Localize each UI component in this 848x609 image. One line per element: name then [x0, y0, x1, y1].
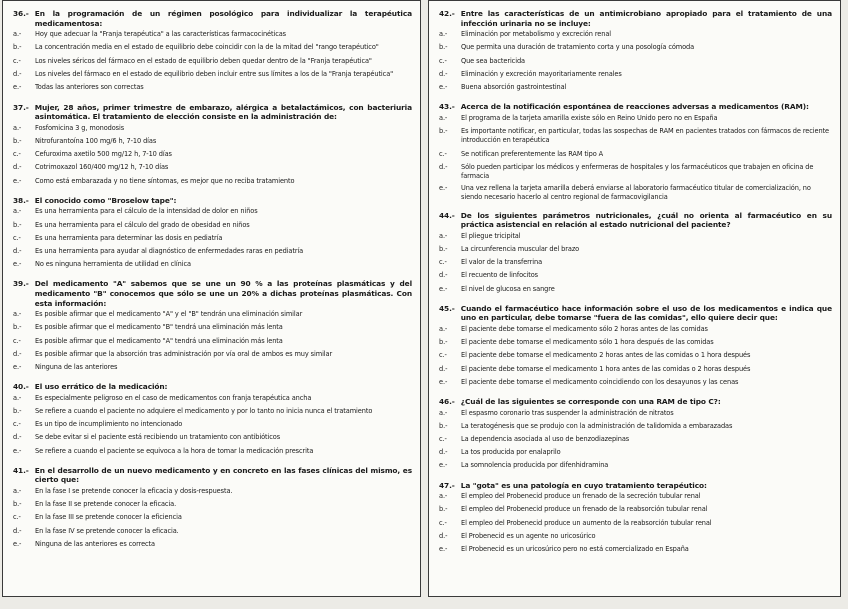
answer-option — [13, 335, 412, 348]
question-number: 42.- — [439, 9, 455, 18]
option-letter: b.- — [13, 323, 22, 332]
question-header — [439, 9, 832, 28]
answer-option — [13, 122, 412, 135]
question-text: Acerca de la notificación espontánea de reacciones adversas a medicamentos (RAM): — [460, 102, 809, 112]
question-text: En la programación de un régimen posológico para individualizar la terapéutica medicamentosa: — [34, 9, 412, 28]
question-number: 39.- — [13, 279, 29, 289]
option-letter: c.- — [13, 420, 21, 429]
option-letter: e.- — [439, 183, 448, 192]
option-text: Ninguna de las anteriores es correcta — [35, 539, 155, 548]
right-column — [428, 0, 841, 597]
option-letter: e.- — [13, 363, 22, 372]
option-letter: a.- — [439, 113, 448, 122]
question-number: 38.- — [13, 195, 29, 205]
question-number: 40.- — [13, 382, 29, 392]
question-number: 44.- — [439, 210, 455, 220]
option-letter: e.- — [439, 83, 448, 91]
answer-option — [13, 361, 412, 374]
answer-option — [439, 184, 832, 203]
answer-option — [439, 446, 832, 459]
option-text: La somnolencia producida por difenhidramina — [461, 461, 609, 470]
answer-option — [13, 43, 412, 52]
question — [439, 9, 832, 94]
option-text: El empleo del Probenecid produce un frenado de la secreción tubular renal — [461, 492, 701, 501]
question — [13, 466, 412, 551]
option-text: El paciente debe tomarse el medicamento 2 horas antes de las comidas o 1 hora después — [461, 351, 751, 360]
question-text: Del medicamento "A" sabemos que se une un 90 % a las proteínas plasmáticas y del medicamento "B" conocemos que sólo se une un 20% a dichas proteínas plasmáticas. Con esta información: — [34, 279, 412, 308]
option-text: El paciente debe tomarse el medicamento sólo 2 horas antes de las comidas — [461, 325, 708, 334]
option-letter: d.- — [13, 349, 22, 358]
option-letter: c.- — [439, 518, 447, 527]
answer-option — [439, 68, 832, 81]
option-letter: d.- — [13, 163, 22, 172]
answer-option — [439, 543, 832, 556]
option-text: El programa de la tarjeta amarilla existe sólo en Reino Unido pero no en España — [461, 113, 718, 122]
option-letter: d.- — [439, 271, 448, 280]
answer-option — [13, 135, 412, 148]
option-letter: c.- — [439, 56, 447, 65]
option-text: Es posible afirmar que el medicamento "B" tendrá una eliminación más lenta — [35, 323, 283, 332]
question-number: 36.- — [13, 9, 29, 18]
answer-option — [439, 407, 832, 420]
question — [439, 211, 832, 296]
option-text: Que sea bactericida — [461, 56, 525, 65]
answer-option — [439, 459, 832, 472]
answer-option — [13, 405, 412, 418]
question-text: De los siguientes parámetros nutricionales, ¿cuál no orienta al farmacéutico en su práctica asistencial en relación al estado nutricional del paciente? — [460, 210, 832, 230]
answer-option — [439, 420, 832, 433]
question — [439, 102, 832, 202]
option-letter: e.- — [13, 83, 22, 92]
option-text: El recuento de linfocitos — [461, 271, 539, 280]
option-text: Es posible afirmar que el medicamento "A" tendrá una eliminación más lenta — [35, 336, 283, 345]
answer-option — [13, 445, 412, 458]
option-text: Los niveles del fármaco en el estado de equilibrio deben incluir entre sus límites a los de la "Franja terapéutica" — [35, 70, 394, 78]
option-letter: d.- — [13, 247, 22, 256]
question-text: La "gota" es una patología en cuyo tratamiento terapéutico: — [460, 480, 707, 490]
answer-option — [439, 433, 832, 446]
left-column — [2, 0, 421, 597]
option-text: Ninguna de las anteriores — [35, 363, 118, 372]
option-letter: d.- — [13, 526, 22, 535]
answer-option — [439, 376, 832, 389]
option-letter: a.- — [13, 393, 22, 402]
option-letter: a.- — [439, 30, 448, 39]
option-letter: b.- — [13, 43, 22, 52]
question-header — [439, 211, 832, 230]
option-text: Cotrimoxazol 160/400 mg/12 h, 7-10 días — [35, 163, 169, 172]
option-letter: c.- — [13, 233, 21, 242]
question — [13, 279, 412, 374]
option-text: Es una herramienta para ayudar al diagnóstico de enfermedades raras en pediatría — [35, 247, 304, 256]
option-text: Se debe evitar si el paciente está recibiendo un tratamiento con antibióticos — [35, 433, 281, 442]
option-letter: c.- — [13, 150, 21, 159]
option-text: En la fase II se pretende conocer la eficacia. — [35, 500, 177, 509]
option-text: Cefuroxima axetilo 500 mg/12 h, 7-10 días — [35, 150, 172, 159]
answer-option — [439, 243, 832, 256]
option-letter: d.- — [439, 163, 448, 172]
answer-option — [439, 269, 832, 282]
question-text: El uso errático de la medicación: — [34, 382, 168, 392]
option-letter: a.- — [439, 408, 448, 417]
option-letter: a.- — [13, 123, 22, 132]
question-header — [439, 102, 832, 112]
option-letter: b.- — [13, 137, 22, 145]
option-text: Todas las anteriores son correctas — [35, 83, 144, 92]
option-text: El paciente debe tomarse el medicamento 1 hora antes de las comidas o 2 horas después — [461, 364, 751, 373]
question-header — [13, 382, 412, 392]
answer-option — [439, 363, 832, 376]
option-letter: e.- — [13, 176, 22, 185]
option-text: Se notifican preferentemente las RAM tipo A — [461, 149, 604, 158]
question-text: Cuando el farmacéutico hace información sobre el uso de los medicamentos e indica que uno en particular, debe tomarse "fuera de las comidas", ello quiere decir que: — [460, 303, 832, 323]
question-number: 47.- — [439, 480, 455, 490]
option-text: Que permita una duración de tratamiento corta y una posología cómoda — [461, 43, 695, 52]
option-letter: c.- — [439, 258, 447, 267]
question — [439, 304, 832, 389]
question-text: El conocido como "Broselow tape": — [34, 195, 177, 205]
answer-option — [13, 148, 412, 161]
option-letter: c.- — [439, 351, 447, 360]
option-letter: d.- — [13, 70, 22, 78]
option-text: El empleo del Probenecid produce un frenado de la reabsorción tubular renal — [461, 505, 708, 514]
question-header — [439, 397, 832, 407]
option-text: El espasmo coronario tras suspender la administración de nitratos — [461, 408, 674, 417]
question-header — [13, 196, 412, 206]
option-text: Es posible afirmar que el medicamento "A" y el "B" tendrán una eliminación similar — [35, 310, 303, 319]
option-letter: b.- — [439, 421, 448, 430]
answer-option — [439, 530, 832, 543]
question-header — [13, 279, 412, 308]
option-text: Fosfomicina 3 g, monodosis — [35, 123, 125, 132]
question-text: Mujer, 28 años, primer trimestre de embarazo, alérgica a betalactámicos, con bacteriuria asintomática. El tratamiento de elección consiste en la administración de: — [34, 102, 412, 122]
answer-option — [439, 503, 832, 516]
answer-option — [13, 431, 412, 444]
answer-option — [13, 498, 412, 511]
answer-option — [13, 81, 412, 94]
option-text: La teratogénesis que se produjo con la administración de talidomida a embarazadas — [461, 421, 733, 430]
option-text: Es importante notificar, en particular, todas las sospechas de RAM en pacientes tratados con fármacos de reciente introducción en terapéutica — [461, 127, 829, 145]
question-header — [13, 466, 412, 485]
option-letter: e.- — [439, 545, 448, 554]
option-text: El Probenecid es un uricosúrico pero no está comercializado en España — [461, 545, 689, 554]
answer-option — [439, 517, 832, 530]
option-letter: e.- — [439, 461, 448, 470]
option-text: Sólo pueden participar los médicos y enfermeras de hospitales y los farmacéuticos que trabajen en oficina de farmacia — [461, 163, 814, 181]
option-text: Es un tipo de incumplimiento no intencionado — [35, 420, 183, 429]
option-letter: a.- — [439, 231, 448, 240]
answer-option — [13, 511, 412, 524]
question — [439, 397, 832, 473]
question-text: En el desarrollo de un nuevo medicamento y en concreto en las fases clínicas del mismo, es cierto que: — [34, 465, 412, 485]
option-letter: b.- — [439, 43, 448, 52]
answer-option — [439, 490, 832, 503]
option-letter: e.- — [13, 539, 22, 548]
option-text: Hoy que adecuar la "Franja terapéutica" a las características farmacocinéticas — [35, 30, 286, 39]
answer-option — [13, 525, 412, 538]
option-text: La concentración media en el estado de equilibrio debe coincidir con la de la mitad del "rango terapéutico" — [35, 43, 379, 52]
answer-option — [13, 392, 412, 405]
option-letter: c.- — [13, 336, 21, 345]
answer-option — [13, 161, 412, 174]
option-letter: d.- — [439, 69, 448, 78]
answer-option — [439, 41, 832, 54]
option-text: La tos producida por enalaprilo — [461, 448, 561, 457]
option-text: La dependencia asociada al uso de benzodiazepinas — [461, 435, 630, 444]
option-letter: b.- — [13, 220, 22, 229]
question — [13, 9, 412, 95]
option-text: No es ninguna herramienta de utilidad en clínica — [35, 260, 191, 269]
answer-option — [13, 245, 412, 258]
option-text: Nitrofurantoína 100 mg/6 h, 7-10 días — [35, 137, 157, 145]
question-header — [439, 304, 832, 323]
option-letter: a.- — [13, 487, 22, 496]
option-text: El Probenecid es un agente no uricosúrico — [461, 531, 596, 540]
answer-option — [439, 112, 832, 125]
option-text: Se refiere a cuando el paciente se equivoca a la hora de tomar la medicación prescrita — [35, 446, 314, 455]
answer-option — [439, 81, 832, 94]
answer-option — [439, 256, 832, 269]
answer-option — [439, 127, 832, 146]
answer-option — [439, 283, 832, 296]
question — [13, 382, 412, 458]
option-letter: a.- — [13, 310, 22, 319]
option-text: Buena absorción gastrointestinal — [461, 83, 567, 91]
option-letter: b.- — [439, 505, 448, 514]
option-text: Es especialmente peligroso en el caso de medicamentos con franja terapéutica ancha — [35, 393, 312, 402]
option-text: Es posible afirmar que la absorción tras administración por vía oral de ambos es muy similar — [35, 349, 333, 358]
question — [13, 196, 412, 272]
answer-option — [13, 232, 412, 245]
answer-option — [13, 418, 412, 431]
question — [439, 481, 832, 557]
answer-option — [439, 148, 832, 161]
option-letter: e.- — [439, 284, 448, 293]
option-text: Es una herramienta para el cálculo de la intensidad de dolor en niños — [35, 207, 258, 216]
option-text: En la fase III se pretende conocer la eficiencia — [35, 513, 182, 522]
question-header — [439, 481, 832, 491]
answer-option — [13, 321, 412, 334]
answer-option — [13, 258, 412, 271]
option-text: Los niveles séricos del fármaco en el estado de equilibrio deben quedar dentro de la "Franja terapéutica" — [35, 56, 372, 65]
option-text: Se refiere a cuando el paciente no adquiere el medicamento y por lo tanto no inicia nunca el tratamiento — [35, 407, 373, 416]
question-text: ¿Cuál de las siguientes se corresponde con una RAM de tipo C?: — [460, 397, 721, 407]
answer-option — [13, 308, 412, 321]
option-text: En la fase IV se pretende conocer la eficacia. — [35, 526, 179, 535]
option-text: Como está embarazada y no tiene síntomas, es mejor que no reciba tratamiento — [35, 176, 295, 185]
option-letter: a.- — [439, 325, 448, 334]
option-letter: c.- — [13, 56, 21, 65]
option-letter: c.- — [439, 435, 447, 444]
question-number: 41.- — [13, 465, 29, 475]
question-number: 37.- — [13, 102, 29, 112]
option-text: El paciente debe tomarse el medicamento sólo 1 hora después de las comidas — [461, 338, 714, 347]
option-letter: c.- — [439, 149, 447, 158]
option-letter: a.- — [13, 207, 22, 216]
option-letter: d.- — [439, 531, 448, 540]
option-text: El pliegue tricipital — [461, 231, 521, 240]
option-letter: b.- — [13, 407, 22, 416]
answer-option — [439, 28, 832, 41]
answer-option — [13, 70, 412, 79]
option-letter: e.- — [13, 260, 22, 269]
answer-option — [13, 348, 412, 361]
option-text: El valor de la transferrina — [461, 258, 543, 267]
answer-option — [439, 349, 832, 362]
answer-option — [439, 55, 832, 68]
option-text: Es una herramienta para determinar las dosis en pediatría — [35, 233, 223, 242]
option-letter: d.- — [439, 448, 448, 457]
question-number: 46.- — [439, 397, 455, 407]
option-letter: d.- — [13, 433, 22, 442]
option-letter: e.- — [13, 446, 22, 455]
answer-option — [439, 336, 832, 349]
option-letter: e.- — [439, 377, 448, 386]
question-number: 45.- — [439, 303, 455, 313]
option-text: En la fase I se pretende conocer la eficacia y dosis-respuesta. — [35, 487, 233, 496]
option-letter: a.- — [13, 30, 22, 39]
option-letter: b.- — [439, 127, 448, 135]
question-header — [13, 103, 412, 122]
answer-option — [13, 175, 412, 188]
question-text: Entre las características de un antimicrobiano apropiado para el tratamiento de una infección urinaria no se incluye: — [460, 9, 832, 28]
option-text: Una vez rellena la tarjeta amarilla deberá enviarse al laboratorio farmacéutico titular de comercialización, no siendo necesario hacerlo al centro regional de farmacovigilancia — [461, 183, 811, 202]
option-letter: d.- — [439, 364, 448, 373]
option-text: Es una herramienta para el cálculo del grado de obesidad en niños — [35, 220, 250, 229]
option-letter: c.- — [13, 513, 21, 522]
option-letter: a.- — [439, 492, 448, 501]
option-text: La circunferencia muscular del brazo — [461, 245, 580, 254]
answer-option — [13, 205, 412, 218]
option-text: Eliminación por metabolismo y excreción renal — [461, 30, 611, 39]
answer-option — [439, 230, 832, 243]
question — [13, 103, 412, 188]
answer-option — [13, 538, 412, 551]
answer-option — [13, 485, 412, 498]
option-text: El paciente debe tomarse el medicamento coincidiendo con los desayunos y las cenas — [461, 377, 739, 386]
question-header — [13, 9, 412, 28]
answer-option — [13, 55, 412, 68]
option-letter: b.- — [13, 500, 22, 509]
option-text: El nivel de glucosa en sangre — [461, 284, 555, 293]
answer-option — [13, 28, 412, 41]
answer-option — [13, 219, 412, 232]
option-letter: b.- — [439, 338, 448, 347]
answer-option — [439, 163, 832, 182]
option-letter: b.- — [439, 245, 448, 254]
option-text: El empleo del Probenecid produce un aumento de la reabsorción tubular renal — [461, 518, 712, 527]
answer-option — [439, 323, 832, 336]
question-number: 43.- — [439, 102, 455, 112]
option-text: Eliminación y excreción mayoritariamente renales — [461, 69, 622, 78]
